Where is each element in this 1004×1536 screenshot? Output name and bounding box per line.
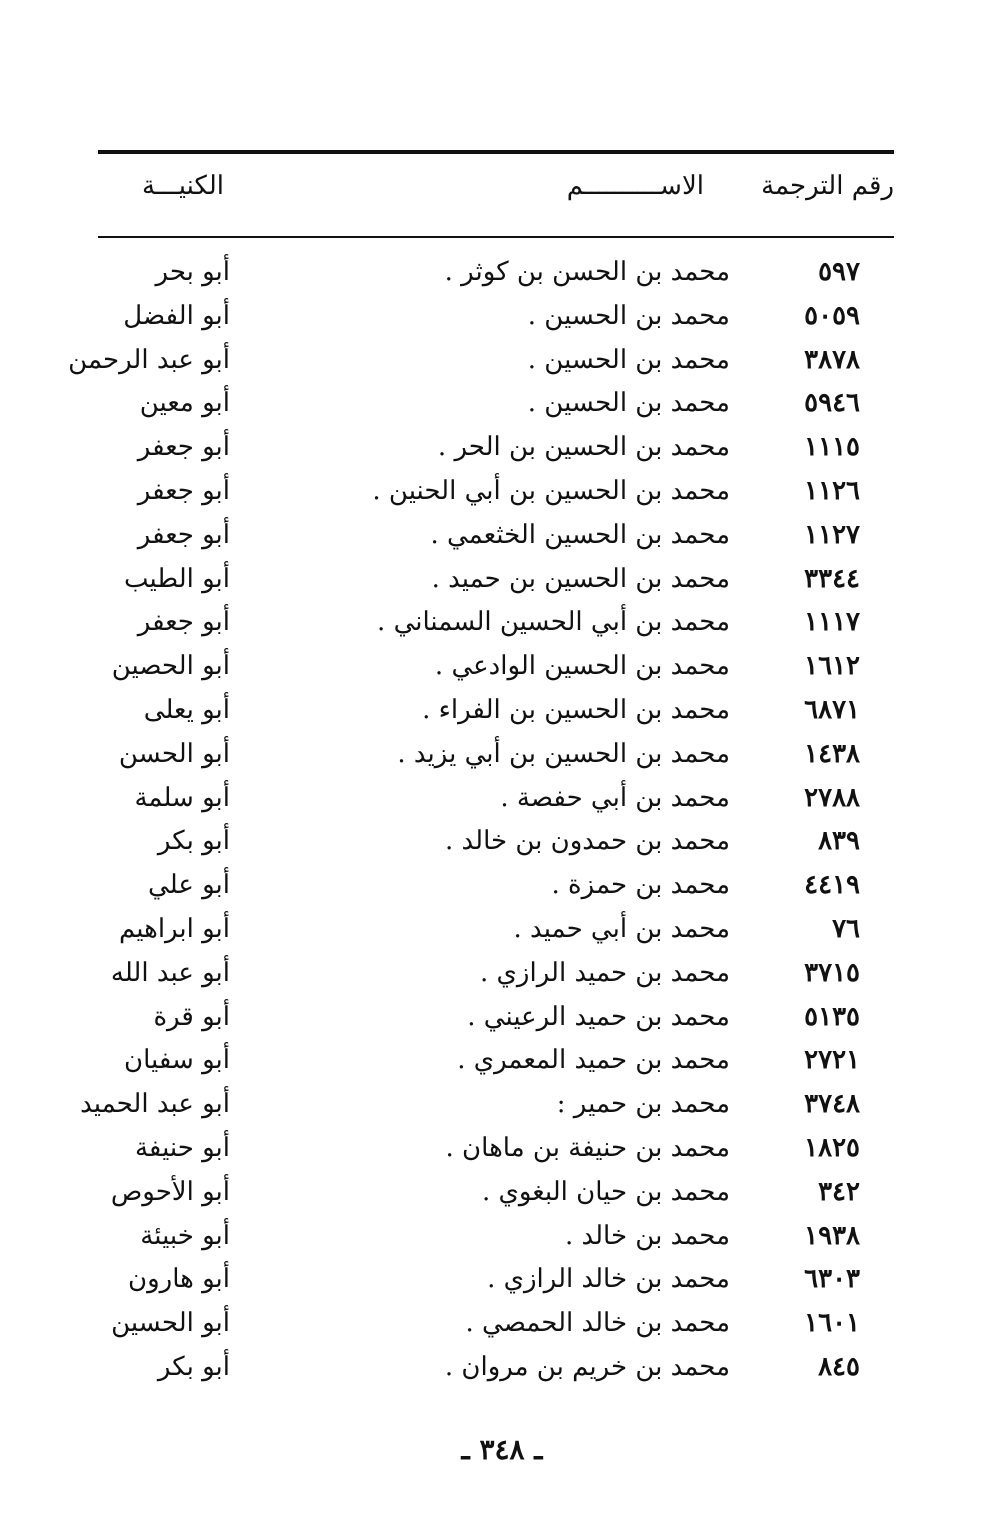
- entry-number: ١١٢٧: [804, 519, 860, 550]
- entry-number: ٨٤٥: [818, 1351, 860, 1382]
- table-row: [0, 1345, 1004, 1389]
- entry-name: محمد بن الحسين بن حميد .: [431, 563, 730, 594]
- table-row: [0, 732, 1004, 776]
- table-row: [0, 907, 1004, 951]
- entry-kunya: أبو سفيان: [124, 1045, 230, 1076]
- header-kunya: الكنيـــة: [142, 171, 224, 201]
- entry-number: ٤٤١٩: [804, 870, 860, 901]
- entry-kunya: أبو جعفر: [137, 607, 230, 638]
- entry-number: ٥٠٥٩: [804, 300, 860, 331]
- entry-number: ٣٧٤٨: [804, 1089, 860, 1120]
- table-row: [0, 557, 1004, 601]
- page-number: ـ ٣٤٨ ـ: [461, 1433, 543, 1466]
- entry-name: محمد بن خالد .: [564, 1220, 730, 1251]
- entry-number: ٦٨٧١: [804, 694, 860, 725]
- entry-kunya: أبو خبيئة: [140, 1220, 230, 1251]
- entry-name: محمد بن أبي حفصة .: [500, 782, 730, 813]
- entry-kunya: أبو جعفر: [137, 475, 230, 506]
- entry-number: ١١١٥: [804, 432, 860, 463]
- top-rule: [98, 150, 894, 154]
- entry-name: محمد بن حميد الرعيني .: [467, 1001, 730, 1032]
- entry-kunya: أبو عبد الله: [110, 957, 230, 988]
- table-row: [0, 381, 1004, 425]
- table-row: [0, 688, 1004, 732]
- entry-name: محمد بن الحسين الوادعي .: [434, 651, 730, 682]
- entry-number: ١١١٧: [804, 607, 860, 638]
- entry-kunya: أبو حنيفة: [134, 1132, 230, 1163]
- entry-name: محمد بن حمدون بن خالد .: [445, 826, 730, 857]
- table-row: [0, 776, 1004, 820]
- table-row: [0, 819, 1004, 863]
- entry-kunya: أبو معين: [139, 388, 230, 419]
- entry-number: ١٤٣٨: [804, 738, 860, 769]
- table-row: [0, 1170, 1004, 1214]
- entry-name: محمد بن الحسين بن أبي يزيد .: [397, 738, 730, 769]
- table-row: [0, 1082, 1004, 1126]
- table-row: [0, 513, 1004, 557]
- table-row: [0, 1038, 1004, 1082]
- header-number: رقم الترجمة: [761, 171, 894, 201]
- entry-kunya: أبو بحر: [155, 257, 230, 287]
- table-row: [0, 1214, 1004, 1258]
- entry-name: محمد بن حمزة .: [551, 870, 730, 901]
- entry-kunya: أبو الطيب: [123, 563, 230, 594]
- entry-kunya: أبو جعفر: [137, 432, 230, 463]
- entry-name: محمد بن خريم بن مروان .: [444, 1351, 730, 1382]
- entry-name: محمد بن الحسن بن كوثر .: [444, 257, 730, 287]
- entry-kunya: أبو بكر: [157, 1351, 230, 1382]
- entry-number: ١١٢٦: [804, 475, 860, 506]
- table-row: [0, 1126, 1004, 1170]
- entry-name: محمد بن حيان البغوي .: [482, 1176, 730, 1207]
- entry-name: محمد بن الحسين .: [527, 300, 730, 331]
- entry-kunya: أبو سلمة: [134, 782, 230, 813]
- entry-kunya: أبو بكر: [157, 826, 230, 857]
- entry-name: محمد بن الحسين بن الفراء .: [422, 694, 730, 725]
- entry-number: ٥٩٤٦: [804, 388, 860, 419]
- entry-name: محمد بن خالد الحمصي .: [465, 1308, 730, 1339]
- entry-kunya: أبو عبد الحميد: [80, 1089, 230, 1120]
- entry-kunya: أبو الفضل: [123, 300, 230, 331]
- entry-name: محمد بن الحسين بن الحر .: [437, 432, 730, 463]
- entry-kunya: أبو ابراهيم: [118, 913, 230, 944]
- table-row: [0, 469, 1004, 513]
- entry-number: ١٦١٢: [804, 651, 860, 682]
- entry-number: ٨٣٩: [818, 826, 860, 857]
- table-row: [0, 1257, 1004, 1301]
- table-row: [0, 1301, 1004, 1345]
- table-row: [0, 600, 1004, 644]
- table-row: [0, 294, 1004, 338]
- entry-kunya: أبو يعلى: [143, 694, 230, 725]
- table-row: [0, 250, 1004, 294]
- entry-number: ١٩٣٨: [804, 1220, 860, 1251]
- entry-name: محمد بن خالد الرازي .: [487, 1264, 730, 1295]
- table-row: [0, 425, 1004, 469]
- table-row: [0, 951, 1004, 995]
- table-header: [0, 166, 1004, 222]
- entry-name: محمد بن الحسين الخثعمي .: [430, 519, 730, 550]
- entry-number: ٦٣٠٣: [804, 1264, 860, 1295]
- table-row: [0, 644, 1004, 688]
- entry-number: ١٨٢٥: [804, 1132, 860, 1163]
- entry-kunya: أبو هارون: [128, 1264, 230, 1295]
- entry-kunya: أبو عبد الرحمن: [68, 344, 230, 375]
- entry-number: ٣٨٧٨: [804, 344, 860, 375]
- entry-kunya: أبو قرة: [153, 1001, 230, 1032]
- entry-kunya: أبو الحصين: [111, 651, 230, 682]
- table-row: [0, 338, 1004, 382]
- entry-number: ٥١٣٥: [804, 1001, 860, 1032]
- table-row: [0, 995, 1004, 1039]
- entry-name: محمد بن حميد المعمري .: [457, 1045, 730, 1076]
- table-body: [0, 250, 1004, 1389]
- entry-name: محمد بن أبي الحسين السمناني .: [377, 607, 730, 638]
- table-row: [0, 863, 1004, 907]
- entry-number: ٥٩٧: [818, 257, 860, 287]
- entry-kunya: أبو الأحوص: [110, 1176, 230, 1207]
- entry-number: ٢٧٢١: [804, 1045, 860, 1076]
- entry-number: ١٦٠١: [804, 1308, 860, 1339]
- entry-number: ٢٧٨٨: [804, 782, 860, 813]
- header-name: الاســــــــــم: [566, 171, 704, 201]
- entry-name: محمد بن أبي حميد .: [513, 913, 730, 944]
- entry-kunya: أبو جعفر: [137, 519, 230, 550]
- entry-number: ٧٦: [832, 913, 860, 944]
- entry-kunya: أبو علي: [148, 870, 230, 901]
- entry-kunya: أبو الحسن: [118, 738, 230, 769]
- entry-name: محمد بن الحسين .: [527, 388, 730, 419]
- entry-name: محمد بن حنيفة بن ماهان .: [445, 1132, 730, 1163]
- entry-name: محمد بن الحسين .: [527, 344, 730, 375]
- entry-name: محمد بن حمير :: [556, 1089, 730, 1120]
- entry-name: محمد بن حميد الرازي .: [480, 957, 730, 988]
- entry-number: ٣٧١٥: [804, 957, 860, 988]
- entry-number: ٣٣٤٤: [804, 563, 860, 594]
- entry-name: محمد بن الحسين بن أبي الحنين .: [372, 475, 730, 506]
- entry-kunya: أبو الحسين: [111, 1308, 230, 1339]
- header-rule: [98, 236, 894, 238]
- entry-number: ٣٤٢: [818, 1176, 860, 1207]
